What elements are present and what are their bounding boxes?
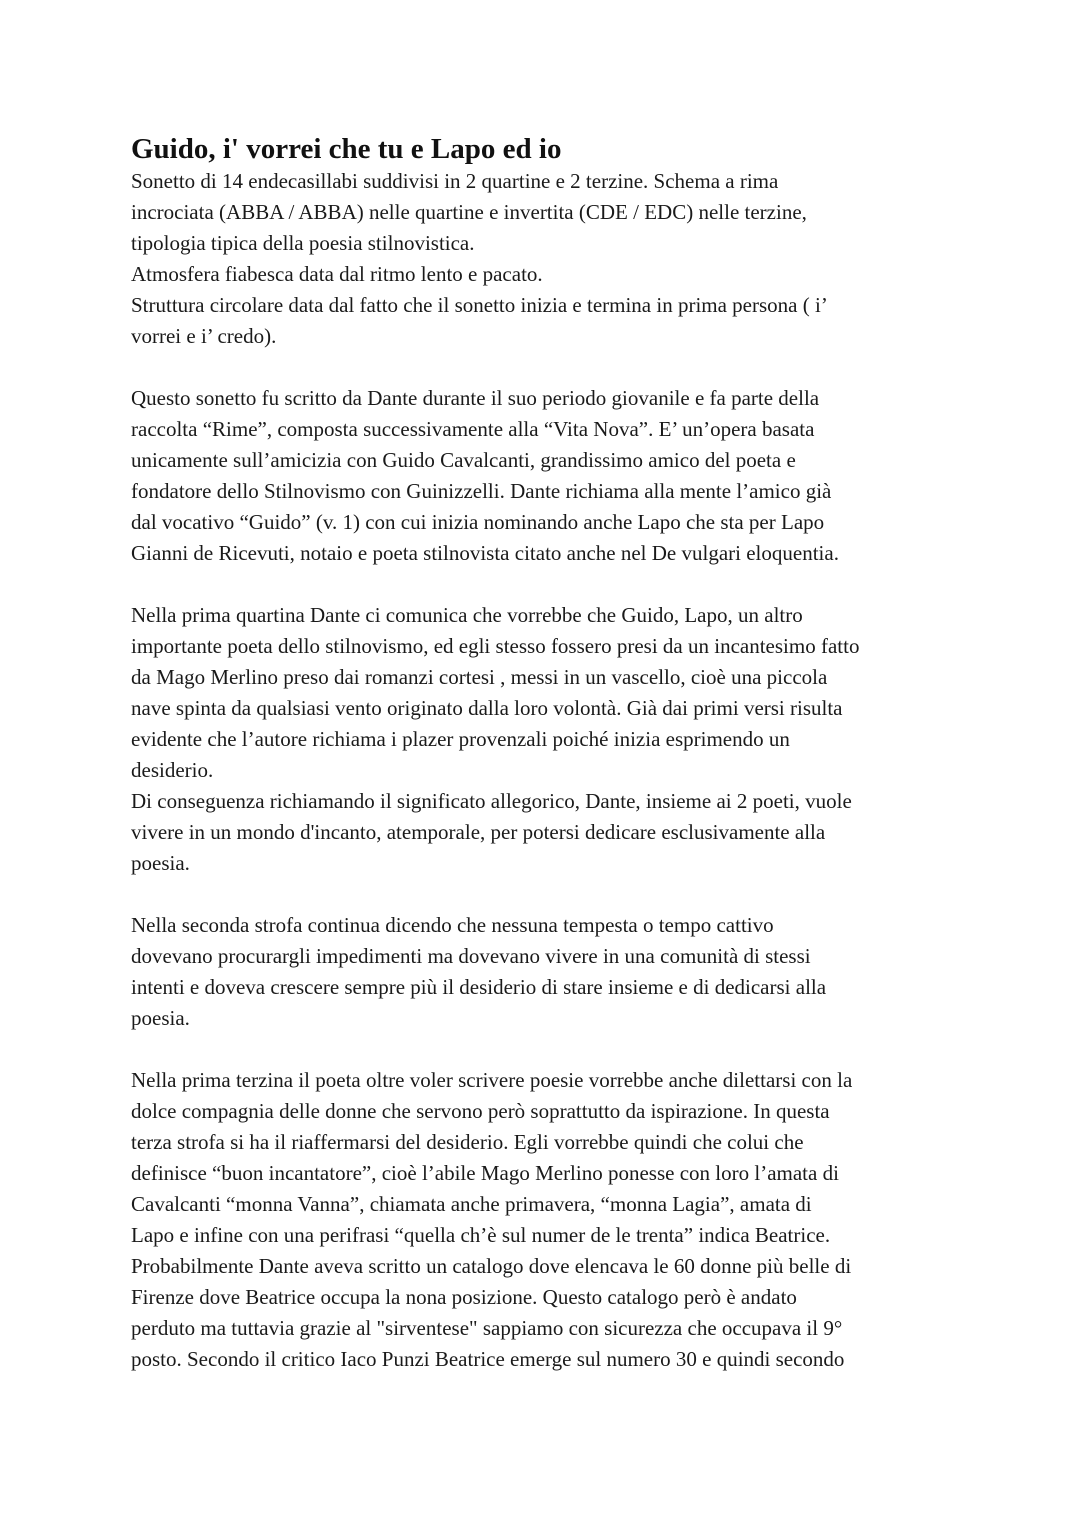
- paragraph: [131, 383, 961, 569]
- text-line: Sonetto di 14 endecasillabi suddivisi in 2 quartine e 2 terzine. Schema a rima: [131, 169, 779, 193]
- text-line: unicamente sull’amicizia con Guido Cavalcanti, grandissimo amico del poeta e: [131, 448, 796, 472]
- text-line: Struttura circolare data dal fatto che il sonetto inizia e termina in prima persona ( i’: [131, 293, 828, 317]
- text-line: definisce “buon incantatore”, cioè l’abile Mago Merlino ponesse con loro l’amata di: [131, 1161, 839, 1185]
- text-line: intenti e doveva crescere sempre più il desiderio di stare insieme e di dedicarsi alla: [131, 975, 827, 999]
- text-line: Cavalcanti “monna Vanna”, chiamata anche primavera, “monna Lagia”, amata di: [131, 1192, 812, 1216]
- paragraph-spacer: [131, 569, 961, 600]
- text-line: nave spinta da qualsiasi vento originato dalla loro volontà. Già dai primi versi risulta: [131, 696, 843, 720]
- text-line: poesia.: [131, 1006, 190, 1030]
- text-line: Atmosfera fiabesca data dal ritmo lento e pacato.: [131, 262, 543, 286]
- text-line: Nella seconda strofa continua dicendo che nessuna tempesta o tempo cattivo: [131, 913, 774, 937]
- text-line: poesia.: [131, 851, 190, 875]
- text-line: posto. Secondo il critico Iaco Punzi Beatrice emerge sul numero 30 e quindi secondo: [131, 1347, 845, 1371]
- paragraph: [131, 910, 961, 1034]
- text-line: desiderio.: [131, 758, 214, 782]
- text-line: Nella prima quartina Dante ci comunica che vorrebbe che Guido, Lapo, un altro: [131, 603, 803, 627]
- text-line: Questo sonetto fu scritto da Dante durante il suo periodo giovanile e fa parte della: [131, 386, 820, 410]
- text-line: Gianni de Ricevuti, notaio e poeta stilnovista citato anche nel De vulgari eloquentia.: [131, 541, 839, 565]
- text-line: Di conseguenza richiamando il significato allegorico, Dante, insieme ai 2 poeti, vuole: [131, 789, 852, 813]
- paragraph-spacer: [131, 1034, 961, 1065]
- text-line: Nella prima terzina il poeta oltre voler scrivere poesie vorrebbe anche dilettarsi con la: [131, 1068, 853, 1092]
- text-line: dovevano procurargli impedimenti ma dovevano vivere in una comunità di stessi: [131, 944, 811, 968]
- text-line: Probabilmente Dante aveva scritto un catalogo dove elencava le 60 donne più belle di: [131, 1254, 852, 1278]
- text-line: dolce compagnia delle donne che servono però soprattutto da ispirazione. In questa: [131, 1099, 830, 1123]
- text-line: fondatore dello Stilnovismo con Guinizzelli. Dante richiama alla mente l’amico già: [131, 479, 832, 503]
- text-line: raccolta “Rime”, composta successivamente alla “Vita Nova”. E’ un’opera basata: [131, 417, 815, 441]
- text-line: importante poeta dello stilnovismo, ed egli stesso fossero presi da un incantesimo fatto: [131, 634, 860, 658]
- text-line: vivere in un mondo d'incanto, atemporale, per potersi dedicare esclusivamente alla: [131, 820, 826, 844]
- text-line: dal vocativo “Guido” (v. 1) con cui inizia nominando anche Lapo che sta per Lapo: [131, 510, 825, 534]
- paragraph-spacer: [131, 352, 961, 383]
- text-line: vorrei e i’ credo).: [131, 324, 277, 348]
- text-line: tipologia tipica della poesia stilnovistica.: [131, 231, 475, 255]
- paragraph: [131, 600, 961, 879]
- document-page: [131, 128, 961, 1375]
- text-line: da Mago Merlino preso dai romanzi cortesi , messi in un vascello, cioè una piccola: [131, 665, 828, 689]
- document-title: Guido, i' vorrei che tu e Lapo ed io: [131, 133, 562, 165]
- text-line: terza strofa si ha il riaffermarsi del desiderio. Egli vorrebbe quindi che colui che: [131, 1130, 804, 1154]
- text-line: Firenze dove Beatrice occupa la nona posizione. Questo catalogo però è andato: [131, 1285, 797, 1309]
- paragraph-spacer: [131, 879, 961, 910]
- text-line: Lapo e infine con una perifrasi “quella ch’è sul numer de le trenta” indica Beatrice.: [131, 1223, 831, 1247]
- text-line: evidente che l’autore richiama i plazer provenzali poiché inizia esprimendo un: [131, 727, 790, 751]
- text-line: perduto ma tuttavia grazie al "sirventese" sappiamo con sicurezza che occupava il 9°: [131, 1316, 843, 1340]
- paragraph: [131, 166, 961, 352]
- document-body: [131, 166, 961, 1375]
- paragraph: [131, 1065, 961, 1375]
- text-line: incrociata (ABBA / ABBA) nelle quartine e invertita (CDE / EDC) nelle terzine,: [131, 200, 807, 224]
